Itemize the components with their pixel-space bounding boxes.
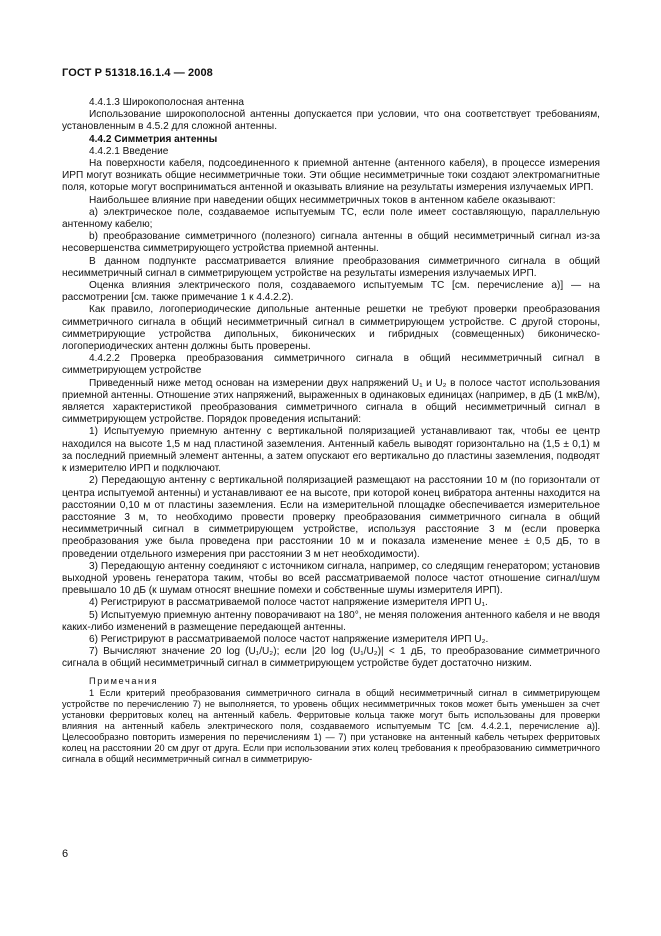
- paragraph: Использование широкополосной антенны допускается при условии, что она соответствует требованиям, установленным в 4.5.2 для сложной антенны.: [62, 109, 600, 133]
- list-item-a: a) электрическое поле, создаваемое испытуемым ТС, если поле имеет составляющую, параллельную антенному кабелю;: [62, 206, 600, 231]
- section-heading-4-4-2: 4.4.2 Симметрия антенны: [89, 133, 218, 145]
- section-heading-4-4-1-3: 4.4.1.3 Широкополосная антенна: [89, 97, 244, 108]
- procedure-step-4: 4) Регистрируют в рассматриваемой полосе частот напряжение измерителя ИРП U₁.: [89, 597, 488, 609]
- notes-title: Примечания: [89, 675, 159, 686]
- procedure-step-3: 3) Передающую антенну соединяют с источником сигнала, например, со следящим генератором; установив выходной уровень генератора таким, чтобы во всей рассматриваемой полосе частот отношение сигнал/шум превышало 10 дБ (к шумам относят внешние помехи и собственные шумы измерителя ИРП).: [62, 560, 600, 597]
- paragraph: Как правило, логопериодические дипольные антенные решетки не требуют проверки преобразования симметричного сигнала в общий несимметричный сигнал в симметрирующем устройстве. С другой стороны, симметрирующие устройства дипольных, биконических и гибридных (совмещенных) биконическо-логопериодических антенн должны быть проверены.: [62, 304, 600, 353]
- procedure-step-5: 5) Испытуемую приемную антенну поворачивают на 180°, не меняя положения антенного кабеля и не вводя каких-либо изменений в размещение передающей антенны.: [62, 609, 600, 633]
- document-body: [62, 97, 600, 765]
- procedure-step-7: 7) Вычисляют значение 20 log (U₁/U₂); если |20 log (U₁/U₂)| < 1 дБ, то преобразование симметричного сигнала в общий несимметричный сигнал в симметрирующем устройстве будет достаточно низким.: [62, 646, 600, 670]
- section-heading-4-4-2-2: 4.4.2.2 Проверка преобразования симметричного сигнала в общий несимметричный сигнал в симметрирующем устройстве: [62, 353, 600, 377]
- page-number: 6: [62, 848, 69, 860]
- procedure-step-2: 2) Передающую антенну с вертикальной поляризацией размещают на расстоянии 10 м (по горизонтали от центра испытуемой антенны) и устанавливают ее на высоте, при которой конец вибратора антенны находится на расстоянии 0,10 м от пластины заземления. Если на измерительной площадке обеспечивается измерительное расстояние 3 м, то необходимо провести проверку преобразования симметричного сигнала в общий несимметричный сигнал в симметрирующем устройстве, используя расстояние 3 м (если проверка преобразования уже была проведена при расстоянии 10 м и показала изменение менее ± 0,5 дБ, то в проведении отдельного измерения при расстоянии 3 м нет необходимости).: [62, 475, 600, 560]
- document-header: ГОСТ Р 51318.16.1.4 — 2008: [62, 67, 213, 79]
- list-item-b: b) преобразование симметричного (полезного) сигнала антенны в общий несимметричный сигнал из-за несовершенства симметрирующего устройства приемной антенны.: [62, 231, 600, 255]
- section-heading-4-4-2-1: 4.4.2.1 Введение: [89, 145, 169, 157]
- paragraph: Наибольшее влияние при наведении общих несимметричных токов в антенном кабеле оказывают:: [89, 194, 556, 206]
- procedure-step-1: 1) Испытуемую приемную антенну с вертикальной поляризацией устанавливают так, чтобы ее центр находился на высоте 1,5 м над пластиной заземления. Антенный кабель выводят горизонтально на (1,5 ± 0,1) м за последний приемный элемент антенны, а затем опускают его вертикально до пластины заземления, подводят к измерителю ИРП и подключают.: [62, 426, 600, 475]
- note-1: 1 Если критерий преобразования симметричного сигнала в общий несимметричный сигнал в симметрирующем устройстве по перечислению 7) не выполняется, то уровень общих несимметричных токов может быть уменьшен за счет установки ферритовых колец на антенный кабель. Ферритовые кольца также могут быть использованы для проверки влияния на антенный кабель электрического поля, создаваемого испытуемым ТС [см. 4.4.2.1, перечисление а)]. Целесообразно повторить измерения по перечислениям 1) — 7) при установке на антенный кабель четырех ферритовых колец на расстоянии 20 см друг от друга. Если при использовании этих колец требования к преобразованию симметричного сигнала в общий несимметричный сигнал в симметрирую-: [62, 687, 600, 764]
- paragraph: В данном подпункте рассматривается влияние преобразования симметричного сигнала в общий несимметричный сигнал в симметрирующем устройстве на результаты измерения излучаемых ИРП.: [62, 255, 600, 279]
- paragraph: На поверхности кабеля, подсоединенного к приемной антенне (антенного кабеля), в процессе измерения ИРП могут возникать общие несимметричные токи. Эти общие несимметричные токи создают электромагнитные поля, которые могут восприниматься антенной и оказывать влияние на результаты измерения излучаемых ИРП.: [62, 158, 600, 194]
- paragraph: Приведенный ниже метод основан на измерении двух напряжений U₁ и U₂ в полосе частот использования приемной антенны. Отношение этих напряжений, выраженных в одинаковых единицах (например, в дБ (1 мкВ/м), является характеристикой преобразования симметричного сигнала в общий несимметричный сигнал в симметрирующем устройстве. Порядок проведения испытаний:: [62, 377, 600, 426]
- notes-section: [62, 676, 600, 765]
- paragraph: Оценка влияния электрического поля, создаваемого испытуемым ТС [см. перечисление а)] — на рассмотрении [см. также примечание 1 к 4.4.2.2).: [62, 280, 600, 304]
- procedure-step-6: 6) Регистрируют в рассматриваемой полосе частот напряжение измерителя ИРП U₂.: [89, 633, 489, 645]
